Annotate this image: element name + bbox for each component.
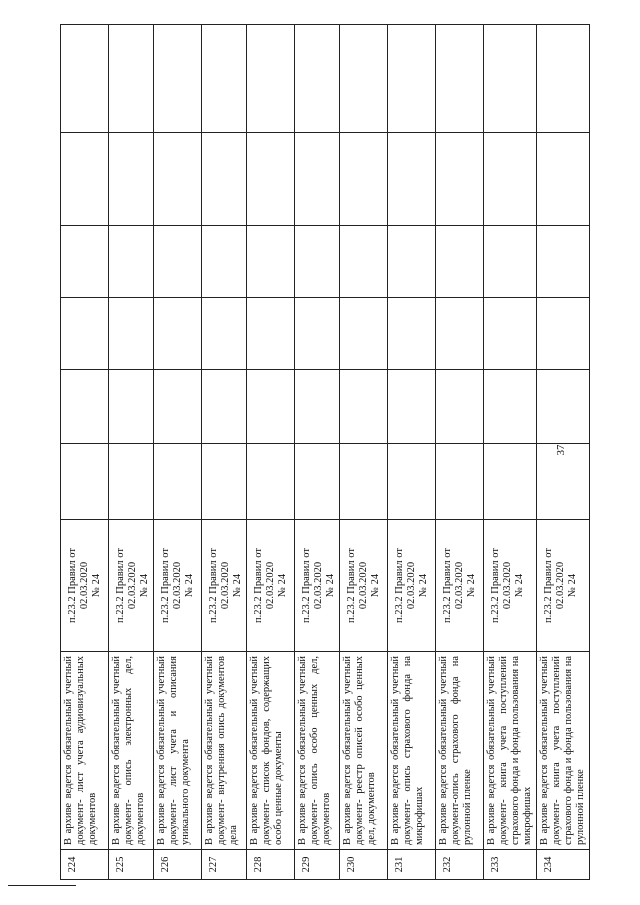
empty-cell	[388, 226, 436, 298]
reference-number: № 24	[567, 573, 578, 598]
empty-cell	[202, 444, 247, 520]
empty-cell	[436, 444, 484, 520]
empty-cell	[247, 370, 295, 444]
table-row	[109, 25, 154, 880]
reference-number: № 24	[514, 573, 525, 598]
reference-line: п.23.2 Правил от 02.03.2020	[253, 548, 276, 623]
empty-cell	[340, 133, 388, 226]
empty-cell	[109, 298, 154, 370]
empty-cell	[340, 298, 388, 370]
requirement-text: В архиве ведется обязательный учетный документ- внутренняя опись документов дела	[202, 652, 247, 850]
empty-cell	[154, 298, 202, 370]
empty-cell	[247, 444, 295, 520]
row-number: 231	[388, 850, 436, 880]
row-number: 227	[202, 850, 247, 880]
row-number: 230	[340, 850, 388, 880]
reference-line: п.23.2 Правил от 02.03.2020	[490, 548, 513, 623]
row-number: 225	[109, 850, 154, 880]
requirement-text: В архиве ведется обязательный учетный документ- опись страхового фонда на микрофишах	[388, 652, 436, 850]
legal-reference	[484, 520, 537, 652]
reference-line: п.23.2 Правил от 02.03.2020	[301, 548, 324, 623]
table-row	[247, 25, 295, 880]
requirement-text: В архиве ведется обязательный учетный документ- список фондов, содержащих особо ценные документы	[247, 652, 295, 850]
empty-cell	[202, 25, 247, 133]
empty-cell	[436, 133, 484, 226]
footnote-divider	[8, 885, 76, 886]
reference-number: № 24	[277, 573, 288, 598]
empty-cell	[388, 370, 436, 444]
empty-cell	[154, 226, 202, 298]
empty-cell	[295, 370, 340, 444]
reference-number: № 24	[466, 573, 477, 598]
page-number: 37	[555, 444, 567, 456]
reference-line: п.23.2 Правил от 02.03.2020	[394, 548, 417, 623]
legal-reference	[109, 520, 154, 652]
empty-cell	[484, 444, 537, 520]
empty-cell	[109, 370, 154, 444]
legal-reference	[247, 520, 295, 652]
empty-cell	[340, 444, 388, 520]
row-number: 229	[295, 850, 340, 880]
reference-line: п.23.2 Правил от 02.03.2020	[346, 548, 369, 623]
empty-cell	[109, 133, 154, 226]
empty-cell	[340, 370, 388, 444]
empty-cell	[340, 226, 388, 298]
empty-cell	[388, 133, 436, 226]
requirement-text: В архиве ведется обязательный учетный документ- опись электронных дел, документов	[109, 652, 154, 850]
empty-cell	[436, 25, 484, 133]
requirement-text: В архиве ведется обязательный учетный документ- лист учета и описания уникального документа	[154, 652, 202, 850]
empty-cell	[436, 226, 484, 298]
empty-cell	[202, 370, 247, 444]
row-number: 232	[436, 850, 484, 880]
empty-cell	[202, 133, 247, 226]
empty-cell	[340, 25, 388, 133]
empty-cell	[484, 298, 537, 370]
row-number: 234	[537, 850, 590, 880]
empty-cell	[154, 370, 202, 444]
empty-cell	[109, 226, 154, 298]
reference-line: п.23.2 Правил от 02.03.2020	[442, 548, 465, 623]
empty-cell	[388, 444, 436, 520]
legal-reference	[340, 520, 388, 652]
empty-cell	[295, 444, 340, 520]
empty-cell	[295, 25, 340, 133]
empty-cell	[61, 298, 109, 370]
reference-line: п.23.2 Правил от 02.03.2020	[115, 548, 138, 623]
empty-cell	[61, 226, 109, 298]
legal-reference	[202, 520, 247, 652]
empty-cell	[154, 444, 202, 520]
empty-cell	[247, 226, 295, 298]
empty-cell	[61, 25, 109, 133]
reference-line: п.23.2 Правил от 02.03.2020	[67, 548, 90, 623]
empty-cell	[247, 298, 295, 370]
table-row	[436, 25, 484, 880]
requirement-text: В архиве ведется обязательный учетный документ- книга учета поступлений страхового фонда и фонда пользования на микрофишах	[484, 652, 537, 850]
requirements-table	[60, 24, 590, 880]
empty-cell	[436, 370, 484, 444]
table-row	[154, 25, 202, 880]
reference-number: № 24	[139, 573, 150, 598]
empty-cell	[295, 298, 340, 370]
empty-cell	[202, 298, 247, 370]
empty-cell	[109, 25, 154, 133]
legal-reference	[61, 520, 109, 652]
table-row	[61, 25, 109, 880]
reference-number: № 24	[418, 573, 429, 598]
empty-cell	[484, 226, 537, 298]
row-number: 228	[247, 850, 295, 880]
legal-reference	[388, 520, 436, 652]
requirement-text: В архиве ведется обязательный учетный документ-опись страхового фонда на рулонной пленке	[436, 652, 484, 850]
reference-number: № 24	[91, 573, 102, 598]
reference-number: № 24	[325, 573, 336, 598]
table-row	[484, 25, 537, 880]
table-row	[295, 25, 340, 880]
empty-cell	[202, 226, 247, 298]
empty-cell	[484, 25, 537, 133]
empty-cell	[295, 226, 340, 298]
table-row	[388, 25, 436, 880]
empty-cell	[247, 25, 295, 133]
row-number: 233	[484, 850, 537, 880]
empty-cell	[388, 25, 436, 133]
empty-cell	[295, 133, 340, 226]
reference-number: № 24	[232, 573, 243, 598]
table-body	[61, 25, 590, 880]
row-number: 226	[154, 850, 202, 880]
table-row	[340, 25, 388, 880]
row-number: 224	[61, 850, 109, 880]
reference-line: п.23.2 Правил от 02.03.2020	[208, 548, 231, 623]
requirement-text: В архиве ведется обязательный учетный документ- лист учета аудиовизуальных документов	[61, 652, 109, 850]
reference-line: п.23.2 Правил от 02.03.2020	[543, 548, 566, 623]
empty-cell	[61, 370, 109, 444]
empty-cell	[109, 444, 154, 520]
legal-reference	[436, 520, 484, 652]
legal-reference	[154, 520, 202, 652]
empty-cell	[154, 25, 202, 133]
requirement-text: В архиве ведется обязательный учетный документ- книга учета поступлений страхового фонда и фонда пользования на рулонной пленке	[537, 652, 590, 850]
empty-cell	[436, 298, 484, 370]
requirement-text: В архиве ведется обязательный учетный документ- реестр описей особо ценных дел, документов	[340, 652, 388, 850]
rotated-content	[60, 20, 590, 880]
reference-number: № 24	[184, 573, 195, 598]
empty-cell	[61, 444, 109, 520]
empty-cell	[484, 133, 537, 226]
empty-cell	[247, 133, 295, 226]
table-row	[202, 25, 247, 880]
legal-reference	[295, 520, 340, 652]
empty-cell	[388, 298, 436, 370]
requirement-text: В архиве ведется обязательный учетный документ- опись особо ценных дел, документов	[295, 652, 340, 850]
empty-cell	[61, 133, 109, 226]
empty-cell	[154, 133, 202, 226]
reference-line: п.23.2 Правил от 02.03.2020	[160, 548, 183, 623]
empty-cell	[484, 370, 537, 444]
reference-number: № 24	[370, 573, 381, 598]
